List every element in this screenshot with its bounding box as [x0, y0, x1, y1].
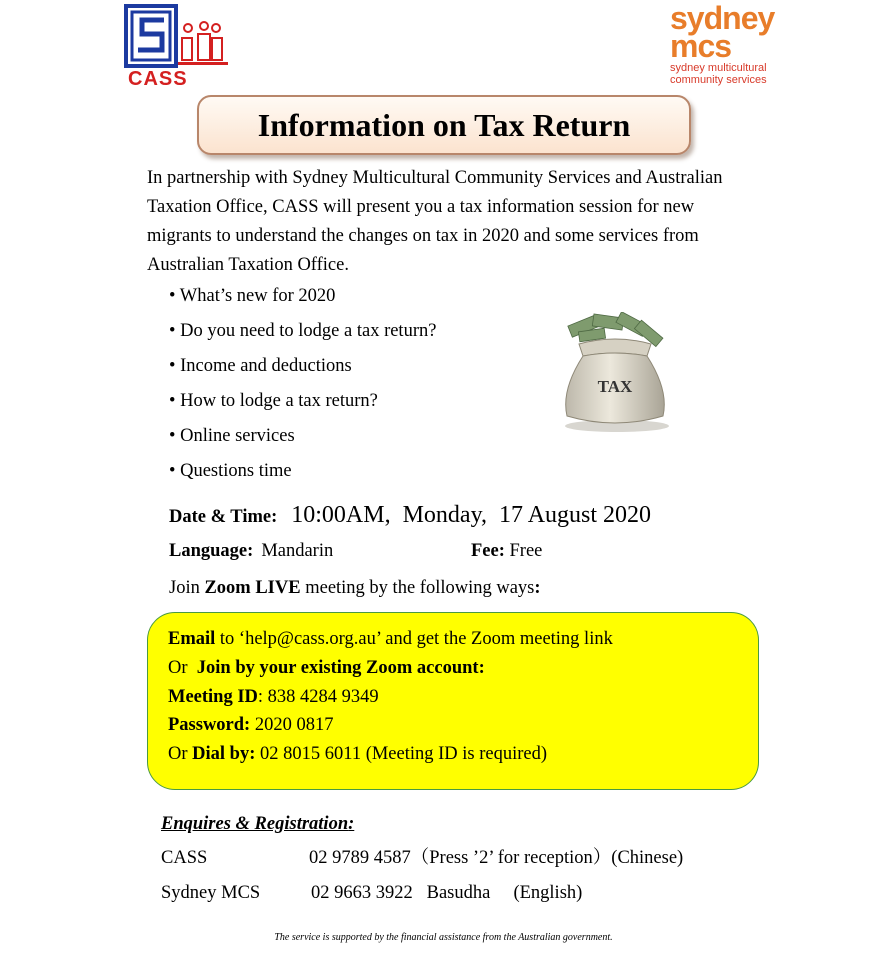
password-line — [168, 712, 333, 738]
mcs-logo-subtitle-2: community services — [670, 74, 767, 86]
zoom-email-line — [168, 626, 613, 652]
tax-bag-label: TAX — [597, 377, 633, 396]
mcs-logo-subtitle-1: sydney multicultural — [670, 62, 767, 74]
topic-item: • Online services — [169, 426, 295, 446]
fee-value: Free — [509, 541, 543, 561]
contact-org: CASS — [161, 848, 208, 868]
date-time-colon: : — [271, 507, 278, 527]
join-account-text: Join by your existing Zoom account: — [196, 658, 485, 678]
language-value: Mandarin — [261, 541, 334, 561]
topic-item: • Do you need to lodge a tax return? — [169, 321, 437, 341]
dial-label: Dial by: — [192, 744, 256, 764]
or-text: Or — [168, 744, 193, 764]
language-row — [169, 538, 333, 564]
enquiries-heading-text: Enquires & Registration — [161, 814, 349, 834]
join-instructions — [169, 575, 541, 601]
cass-logo-text: CASS — [128, 68, 188, 90]
cass-logo — [124, 4, 232, 90]
fee-label: Fee: — [471, 541, 505, 561]
contact-phone: 02 9663 3922 Basudha (English) — [311, 883, 583, 903]
enquiries-heading-colon: : — [348, 814, 355, 834]
email-text: to ‘help@cass.org.au’ and get the Zoom meeting link — [215, 629, 613, 649]
page-title: Information on Tax Return — [257, 106, 631, 143]
password-label: Password: — [168, 715, 251, 735]
contact-phone: 02 9789 4587（Press ’2’ for reception）(Chinese) — [309, 848, 684, 868]
contact-org: Sydney MCS — [161, 883, 261, 903]
intro-line: Taxation Office, CASS will present you a tax information session for new — [147, 197, 695, 217]
sydney-mcs-logo — [666, 0, 776, 90]
intro-line: Australian Taxation Office. — [147, 255, 349, 275]
topic-item: • How to lodge a tax return? — [169, 391, 378, 411]
dial-line — [168, 741, 547, 767]
password-value: 2020 0817 — [250, 715, 334, 735]
meeting-id-label: Meeting ID — [168, 687, 258, 707]
email-label: Email — [168, 629, 216, 649]
language-label: Language — [169, 541, 248, 561]
topic-item: • What’s new for 2020 — [169, 286, 336, 306]
join-zoom-live: Zoom LIVE — [204, 578, 301, 598]
cass-logo-mark — [124, 4, 232, 70]
date-time-value: 10:00AM, Monday, 17 August 2020 — [291, 502, 652, 528]
zoom-account-line — [168, 655, 485, 681]
join-text-post: meeting by the following ways — [300, 578, 535, 598]
fee-row — [471, 538, 542, 564]
enquiries-heading — [161, 811, 372, 837]
mcs-logo-word-sydney: sydney — [670, 0, 775, 36]
date-time-label: Date & Time — [169, 507, 272, 527]
join-text-pre: Join — [169, 578, 205, 598]
mcs-logo-word-mcs: mcs — [670, 28, 732, 64]
join-colon: : — [534, 578, 541, 598]
footer-note: The service is supported by the financial assistance from the Australian government. — [274, 932, 613, 943]
dial-value: 02 8015 6011 (Meeting ID is required) — [255, 744, 548, 764]
topic-item: • Questions time — [169, 461, 292, 481]
date-time-row — [169, 502, 651, 530]
meeting-id-value: : 838 4284 9349 — [257, 687, 379, 707]
topic-item: • Income and deductions — [169, 356, 352, 376]
title-banner — [197, 95, 691, 155]
intro-paragraph — [147, 164, 767, 280]
meeting-id-line — [168, 684, 379, 710]
intro-line: migrants to understand the changes on tax in 2020 and some services from — [147, 226, 699, 246]
intro-line: In partnership with Sydney Multicultural Community Services and Australian — [147, 168, 723, 188]
tax-money-bag-image — [555, 312, 675, 434]
or-text: Or — [168, 658, 197, 678]
language-colon: : — [247, 541, 254, 561]
